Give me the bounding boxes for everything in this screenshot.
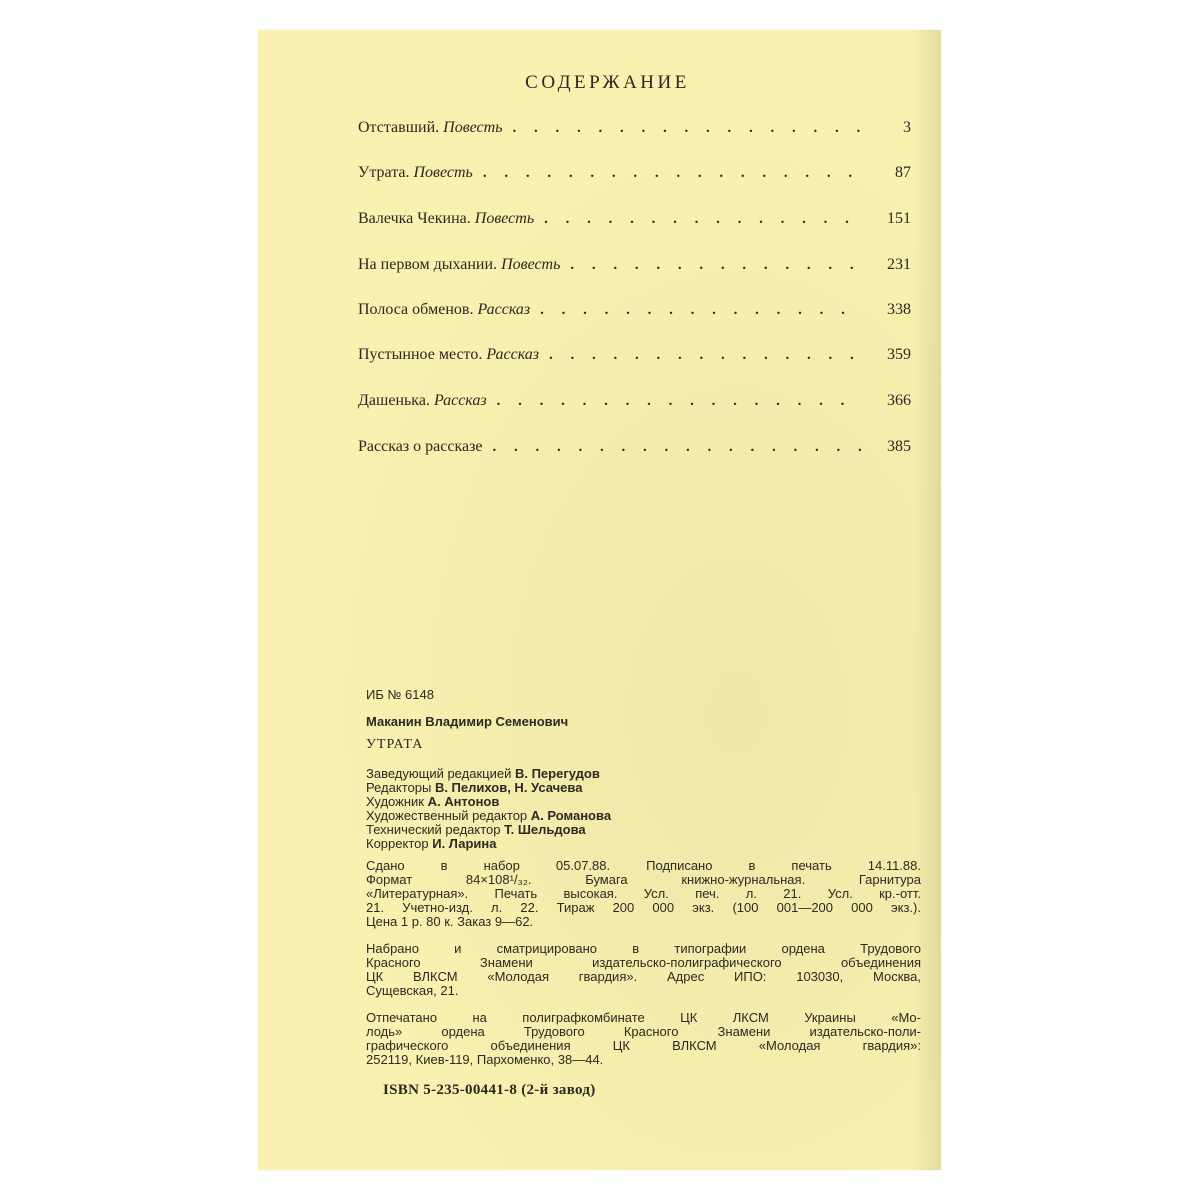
print-info-line: Сдано в набор 05.07.88. Подписано в печать 14.11.88. bbox=[366, 858, 921, 873]
toc-entry-page: 359 bbox=[887, 346, 911, 363]
toc-entry bbox=[358, 210, 911, 234]
toc-entry-title: Отставший. bbox=[358, 119, 440, 136]
book-page bbox=[258, 30, 941, 1170]
imprint-book-title bbox=[366, 738, 921, 752]
print-info-line: Цена 1 р. 80 к. Заказ 9—62. bbox=[366, 914, 534, 929]
credit-name: А. Антонов bbox=[427, 794, 500, 809]
credit-role: Художественный редактор bbox=[366, 808, 528, 823]
toc-entry bbox=[358, 346, 911, 370]
toc-entry bbox=[358, 119, 911, 143]
toc-entry bbox=[358, 164, 911, 188]
credit-role: Корректор bbox=[366, 836, 429, 851]
toc-entry bbox=[358, 392, 911, 416]
toc-entry-genre: Повесть bbox=[443, 119, 503, 136]
toc-entry-title: Пустынное место. bbox=[358, 346, 483, 363]
toc-entry-genre: Повесть bbox=[474, 210, 535, 227]
toc-entry-page: 231 bbox=[887, 256, 911, 273]
toc-entry-page: 151 bbox=[887, 210, 911, 227]
credit-name: И. Ларина bbox=[432, 836, 497, 851]
dot-leader bbox=[570, 257, 863, 274]
dot-leader bbox=[549, 347, 863, 364]
dot-leader bbox=[497, 393, 863, 410]
dot-leader bbox=[540, 302, 863, 319]
credit-line bbox=[366, 795, 921, 809]
typeset-info-line: ЦК ВЛКСМ «Молодая гвардия». Адрес ИПО: 103030, Москва, bbox=[366, 969, 921, 984]
printed-info-line: Отпечатано на полиграфкомбинате ЦК ЛКСМ Украины «Мо- bbox=[366, 1010, 921, 1025]
toc-entry-genre: Повесть bbox=[413, 164, 473, 181]
imprint-ib bbox=[366, 688, 921, 702]
toc-entry-genre: Рассказ bbox=[433, 392, 487, 409]
credit-line bbox=[366, 823, 921, 837]
credit-line bbox=[366, 781, 921, 795]
dot-leader bbox=[483, 165, 863, 182]
imprint-credits bbox=[366, 767, 921, 851]
imprint-print-info bbox=[366, 859, 921, 929]
imprint-author bbox=[366, 715, 921, 729]
ib-number: ИБ № 6148 bbox=[366, 687, 434, 702]
toc-entry-page: 385 bbox=[887, 438, 911, 455]
toc-entry bbox=[358, 301, 911, 325]
credit-name: Т. Шельдова bbox=[504, 822, 586, 837]
toc-entry-genre: Рассказ bbox=[486, 346, 540, 363]
print-info-line: Формат 84×108¹/₃₂. Бумага книжно-журнальная. Гарнитура bbox=[366, 872, 921, 887]
credit-name: В. Перегудов bbox=[514, 766, 600, 781]
imprint-printed-info bbox=[366, 1011, 921, 1067]
toc-entry-title: Валечка Чекина. bbox=[358, 210, 471, 227]
printed-info-line: 252119, Киев-119, Пархоменко, 38—44. bbox=[366, 1052, 604, 1067]
printed-info-line: графического объединения ЦК ВЛКСМ «Молодая гвардия»: bbox=[366, 1038, 921, 1053]
credit-role: Художник bbox=[366, 794, 424, 809]
dot-leader bbox=[493, 439, 863, 456]
credit-line bbox=[366, 767, 921, 781]
print-info-line: «Литературная». Печать высокая. Усл. печ. л. 21. Усл. кр.-отт. bbox=[366, 886, 921, 901]
toc-entry-page: 366 bbox=[887, 392, 911, 409]
toc-entry-title: Дашенька. bbox=[358, 392, 430, 409]
toc-entry-genre: Рассказ bbox=[477, 301, 531, 318]
toc-entry-genre: Повесть bbox=[501, 256, 561, 273]
print-info-line: 21. Учетно-изд. л. 22. Тираж 200 000 экз. (100 001—200 000 экз.). bbox=[366, 900, 921, 915]
toc-entry bbox=[358, 438, 911, 462]
credit-name: А. Романова bbox=[530, 808, 612, 823]
typeset-info-line: Сущевская, 21. bbox=[366, 983, 459, 998]
toc-entry bbox=[358, 256, 911, 280]
toc-entry-page: 3 bbox=[903, 119, 911, 136]
credit-role: Редакторы bbox=[366, 780, 432, 795]
toc-entry-title: Полоса обменов. bbox=[358, 301, 474, 318]
typeset-info-line: Набрано и сматрицировано в типографии ордена Трудового bbox=[366, 941, 921, 956]
typeset-info-line: Красного Знамени издательско-полиграфического объединения bbox=[366, 955, 921, 970]
imprint-typeset-info bbox=[366, 942, 921, 998]
book-title: УТРАТА bbox=[366, 737, 424, 752]
dot-leader bbox=[544, 211, 863, 228]
credit-role: Заведующий редакцией bbox=[366, 766, 512, 781]
isbn: ISBN 5-235-00441-8 (2-й завод) bbox=[383, 1082, 596, 1098]
toc-entry-title: На первом дыхании. bbox=[358, 256, 498, 273]
toc-entry-title: Утрата. bbox=[358, 164, 410, 181]
toc-entry-page: 338 bbox=[887, 301, 911, 318]
toc-entry-title: Рассказ о рассказе bbox=[358, 438, 483, 455]
credit-line bbox=[366, 809, 921, 823]
author-name: Маканин Владимир Семенович bbox=[366, 714, 569, 729]
dot-leader bbox=[512, 120, 863, 137]
printed-info-line: лодь» ордена Трудового Красного Знамени издательско-поли- bbox=[366, 1024, 921, 1039]
credit-role: Технический редактор bbox=[366, 822, 501, 837]
credit-name: В. Пелихов, Н. Усачева bbox=[434, 780, 583, 795]
credit-line bbox=[366, 837, 921, 851]
toc-heading: СОДЕРЖАНИЕ bbox=[525, 72, 690, 93]
toc-entry-page: 87 bbox=[895, 164, 911, 181]
